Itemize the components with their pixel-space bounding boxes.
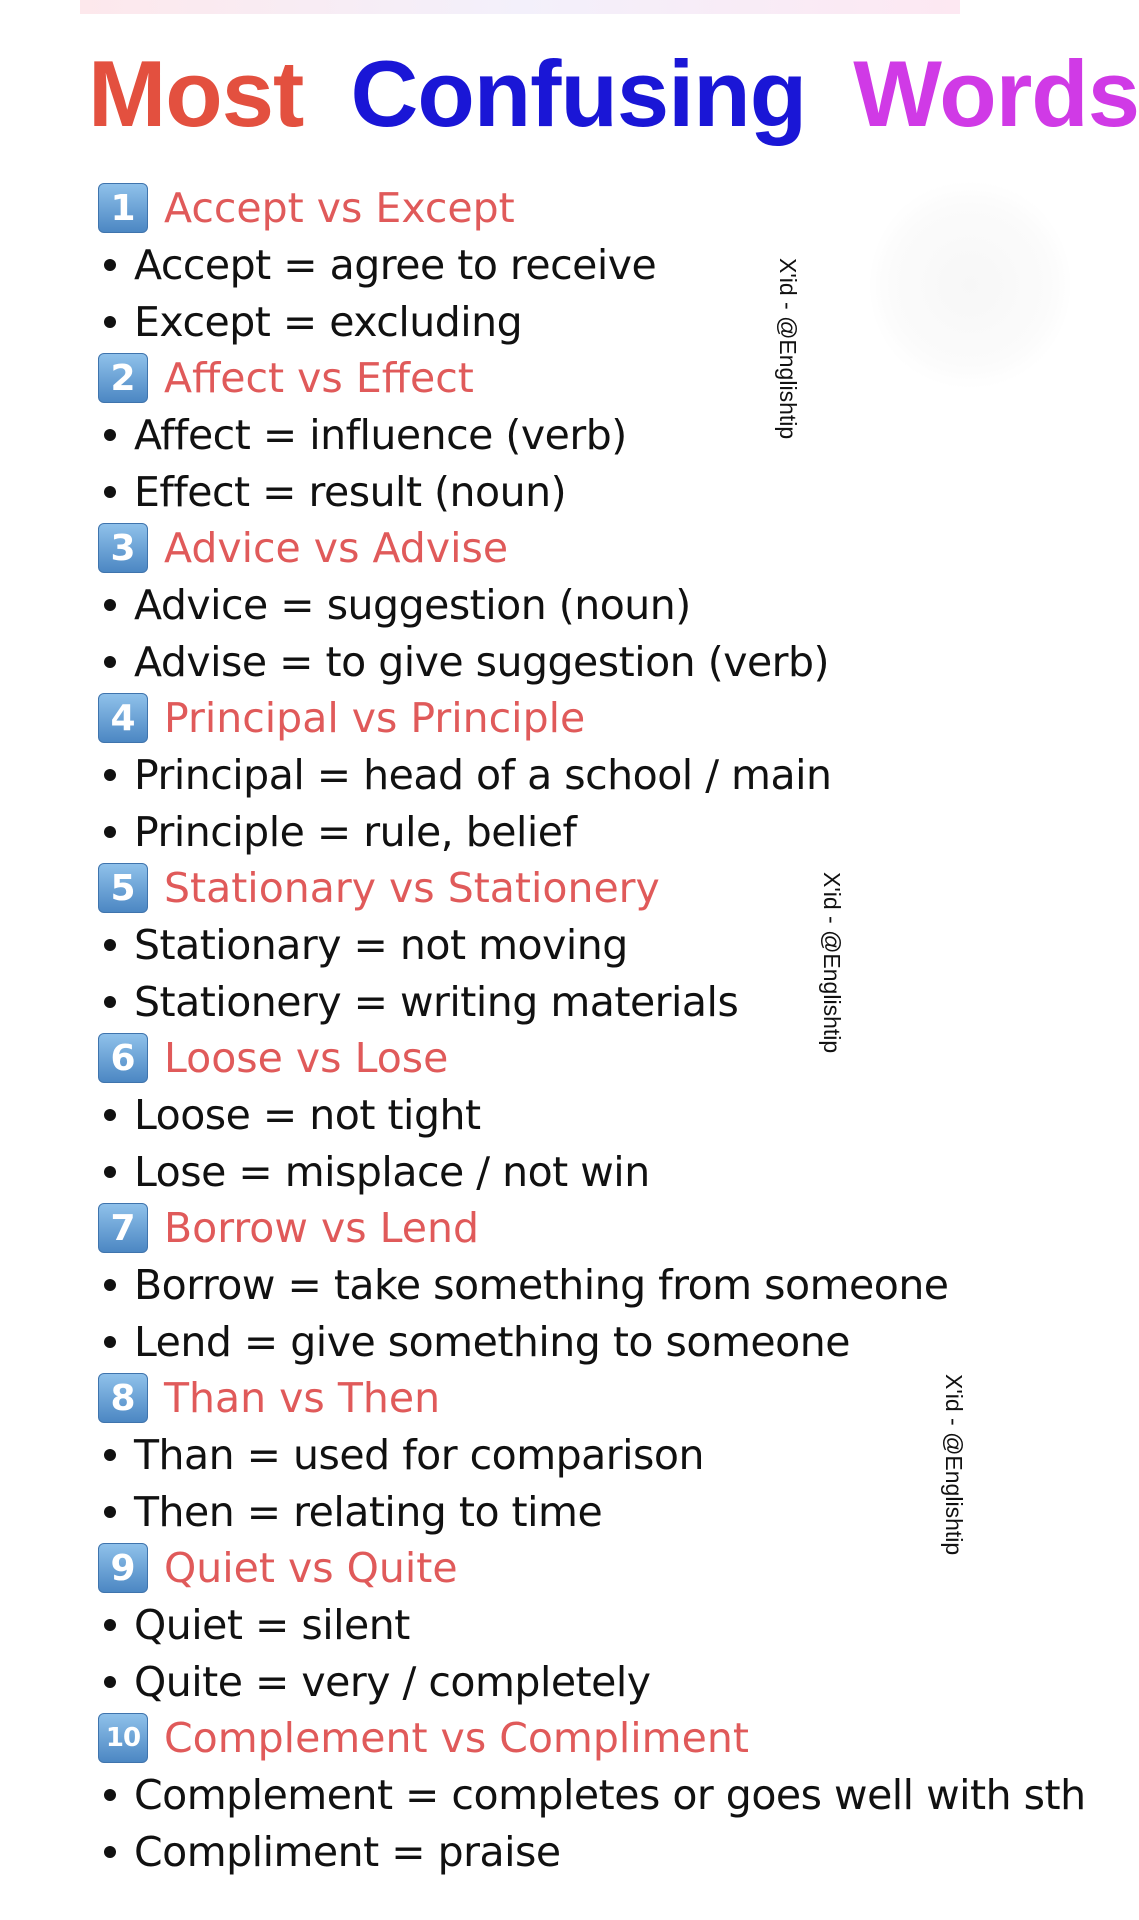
section-heading-text: Loose vs Lose [164,1034,449,1082]
number-badge-icon: 1 [98,183,148,233]
section-heading [98,1710,1058,1766]
bullet-icon [104,316,116,328]
definition-item [98,633,1058,690]
section-heading-text: Principal vs Principle [164,694,586,742]
word-pair-section [98,1200,1058,1370]
definition-item [98,746,1058,803]
bullet-icon [104,259,116,271]
number-badge-icon: 10 [98,1713,148,1763]
watermark-top: X'id - @Englishtip [775,258,801,440]
definition-text: Lend = give something to someone [134,1317,850,1366]
definition-text: Then = relating to time [134,1487,603,1536]
definition-item [98,1823,1058,1880]
watermark-bottom: X'id - @Englishtip [941,1374,967,1556]
word-pair-section [98,1710,1086,1880]
definition-text: Quiet = silent [134,1600,410,1649]
section-heading [98,860,1058,916]
word-pair-section [98,520,1058,690]
number-badge-icon: 2 [98,353,148,403]
number-badge-icon: 5 [98,863,148,913]
word-pair-section [98,1030,1058,1200]
definition-item [98,1426,1058,1483]
section-heading [98,690,1058,746]
confusing-words-list [98,180,1086,1880]
bullet-icon [104,939,116,951]
definition-item [98,406,1058,463]
bullet-icon [104,1676,116,1688]
title-word-most: Most [88,41,304,146]
definition-text: Complement = completes or goes well with sth [134,1770,1086,1819]
section-heading-text: Complement vs Compliment [164,1714,749,1762]
word-pair-section [98,690,1058,860]
word-pair-section [98,350,1058,520]
definition-item [98,1313,1058,1370]
definition-item [98,916,1058,973]
bullet-icon [104,429,116,441]
bullet-icon [104,599,116,611]
definition-text: Advise = to give suggestion (verb) [134,637,830,686]
definition-item [98,463,1058,520]
section-heading-text: Affect vs Effect [164,354,474,402]
bullet-icon [104,1449,116,1461]
number-badge-icon: 4 [98,693,148,743]
title-word-confusing: Confusing [350,41,807,146]
definition-text: Borrow = take something from someone [134,1260,949,1309]
definition-text: Principle = rule, belief [134,807,577,856]
definition-text: Lose = misplace / not win [134,1147,650,1196]
word-pair-section [98,180,1058,350]
bullet-icon [104,1109,116,1121]
section-heading-text: Advice vs Advise [164,524,509,572]
definition-item [98,973,1058,1030]
section-heading-text: Borrow vs Lend [164,1204,479,1252]
bullet-icon [104,1789,116,1801]
watermark-middle: X'id - @Englishtip [819,872,845,1054]
bullet-icon [104,826,116,838]
bullet-icon [104,1166,116,1178]
definition-item [98,1596,1058,1653]
definition-item [98,293,1058,350]
bullet-icon [104,656,116,668]
definition-item [98,1483,1058,1540]
bullet-icon [104,1506,116,1518]
definition-text: Stationery = writing materials [134,977,739,1026]
bullet-icon [104,1279,116,1291]
bullet-icon [104,1846,116,1858]
definition-text: Principal = head of a school / main [134,750,832,799]
definition-item [98,1143,1058,1200]
section-heading-text: Quiet vs Quite [164,1544,458,1592]
definition-item [98,1653,1058,1710]
number-badge-icon: 9 [98,1543,148,1593]
section-heading [98,350,1058,406]
section-heading [98,180,1058,236]
definition-item [98,576,1058,633]
definition-text: Effect = result (noun) [134,467,567,516]
definition-text: Loose = not tight [134,1090,481,1139]
definition-text: Accept = agree to receive [134,240,657,289]
word-pair-section [98,860,1058,1030]
definition-item [98,1766,1086,1823]
bullet-icon [104,769,116,781]
section-heading [98,1200,1058,1256]
title-word-words: Words [853,41,1139,146]
page-title [88,42,1139,145]
definition-text: Stationary = not moving [134,920,628,969]
bullet-icon [104,486,116,498]
bullet-icon [104,1619,116,1631]
section-heading [98,520,1058,576]
definition-item [98,1256,1058,1313]
section-heading [98,1540,1058,1596]
definition-text: Affect = influence (verb) [134,410,627,459]
top-decorative-strip [80,0,960,14]
number-badge-icon: 7 [98,1203,148,1253]
definition-text: Except = excluding [134,297,523,346]
definition-text: Advice = suggestion (noun) [134,580,691,629]
section-heading-text: Than vs Then [164,1374,441,1422]
section-heading [98,1370,1058,1426]
definition-item [98,803,1058,860]
section-heading-text: Stationary vs Stationery [164,864,660,912]
section-heading [98,1030,1058,1086]
bullet-icon [104,1336,116,1348]
number-badge-icon: 3 [98,523,148,573]
definition-text: Quite = very / completely [134,1657,651,1706]
definition-text: Compliment = praise [134,1827,561,1876]
word-pair-section [98,1370,1058,1540]
word-pair-section [98,1540,1058,1710]
bullet-icon [104,996,116,1008]
number-badge-icon: 6 [98,1033,148,1083]
section-heading-text: Accept vs Except [164,184,515,232]
definition-text: Than = used for comparison [134,1430,704,1479]
definition-item [98,236,1058,293]
definition-item [98,1086,1058,1143]
number-badge-icon: 8 [98,1373,148,1423]
